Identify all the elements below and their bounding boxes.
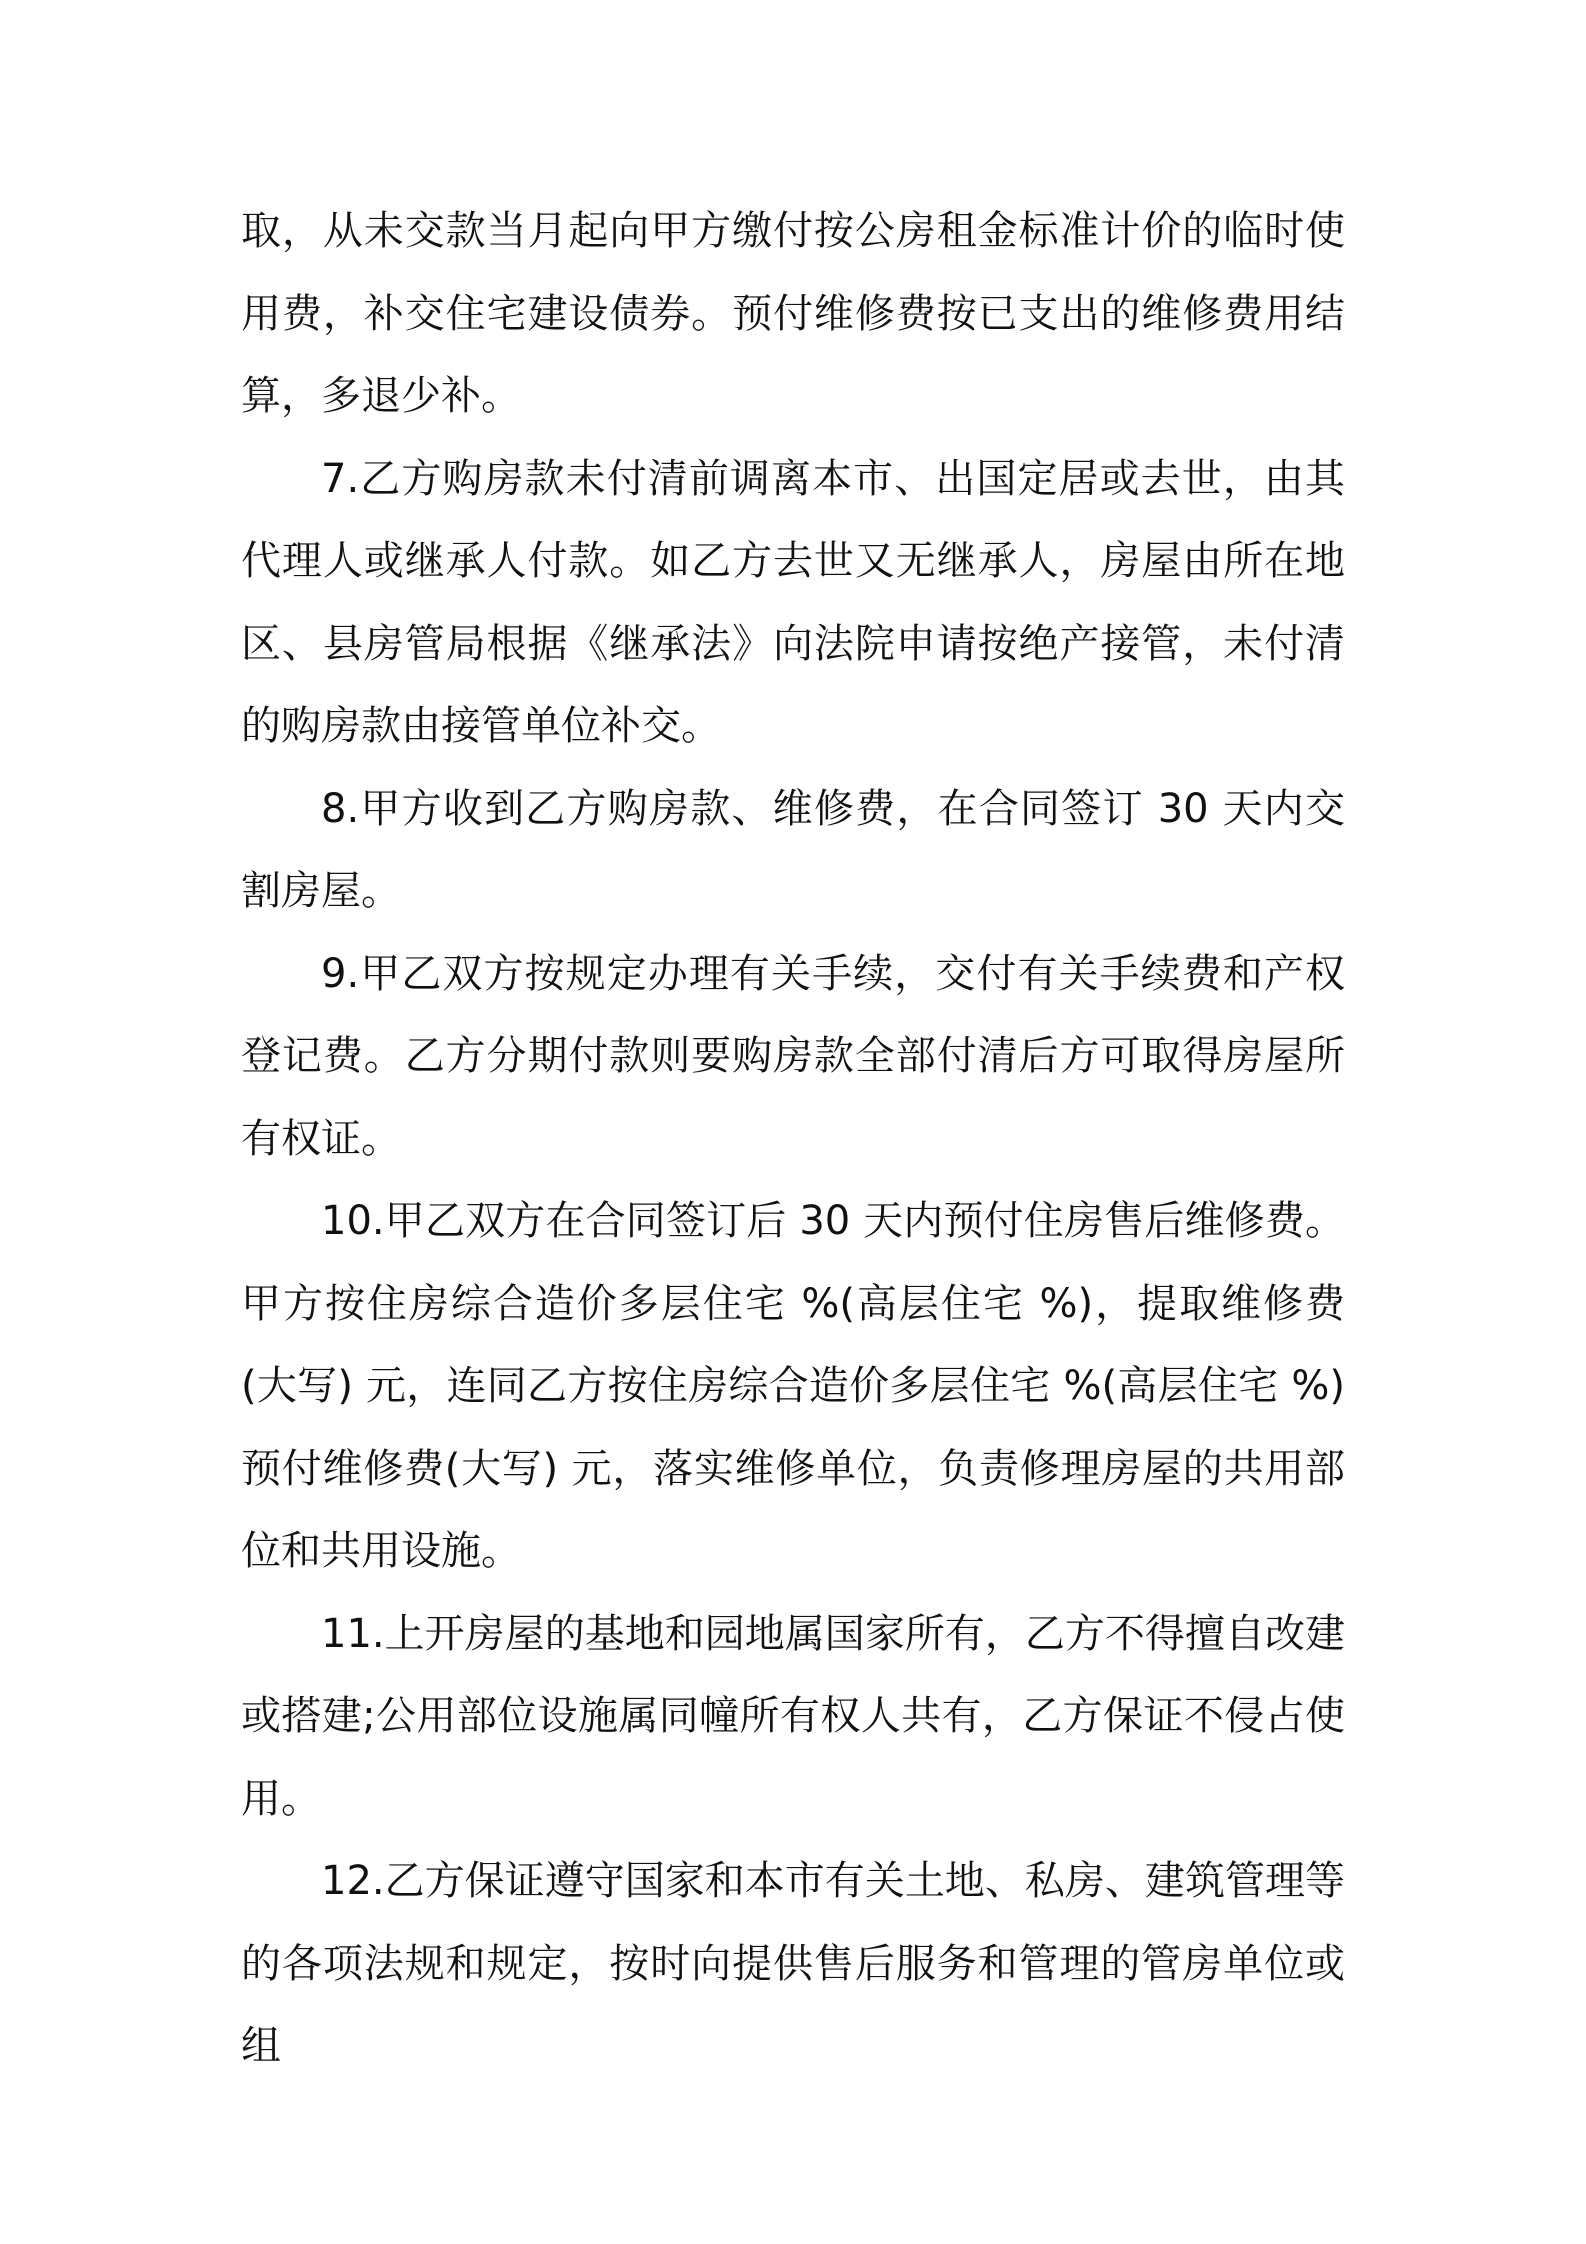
clause-12: 12.乙方保证遵守国家和本市有关土地、私房、建筑管理等的各项法规和规定，按时向提供售后服务和管理的管房单位或组 xyxy=(241,1858,1345,2069)
document-body xyxy=(241,190,1345,2088)
clause-7: 7.乙方购房款未付清前调离本市、出国定居或去世，由其代理人或继承人付款。如乙方去世又无继承人，房屋由所在地区、县房管局根据《继承法》向法院申请按绝产接管，未付清的购房款由接管单位补交。 xyxy=(241,455,1345,749)
clause-9: 9.甲乙双方按规定办理有关手续，交付有关手续费和产权登记费。乙方分期付款则要购房款全部付清后方可取得房屋所有权证。 xyxy=(241,950,1345,1162)
paragraph-continuation: 取，从未交款当月起向甲方缴付按公房租金标准计价的临时使用费，补交住宅建设债券。预付维修费按已支出的维修费用结算，多退少补。 xyxy=(241,208,1345,419)
clause-10: 10.甲乙双方在合同签订后 30 天内预付住房售后维修费。甲方按住房综合造价多层住宅 %(高层住宅 %)，提取维修费(大写) 元，连同乙方按住房综合造价多层住宅 %(高层住宅 %)预付维修费(大写) 元，落实维修单位，负责修理房屋的共用部位和共用设施。 xyxy=(241,1198,1345,1574)
clause-11: 11.上开房屋的基地和园地属国家所有，乙方不得擅自改建或搭建;公用部位设施属同幢所有权人共有，乙方保证不侵占使用。 xyxy=(241,1610,1345,1822)
clause-8: 8.甲方收到乙方购房款、维修费，在合同签订 30 天内交割房屋。 xyxy=(241,785,1345,914)
